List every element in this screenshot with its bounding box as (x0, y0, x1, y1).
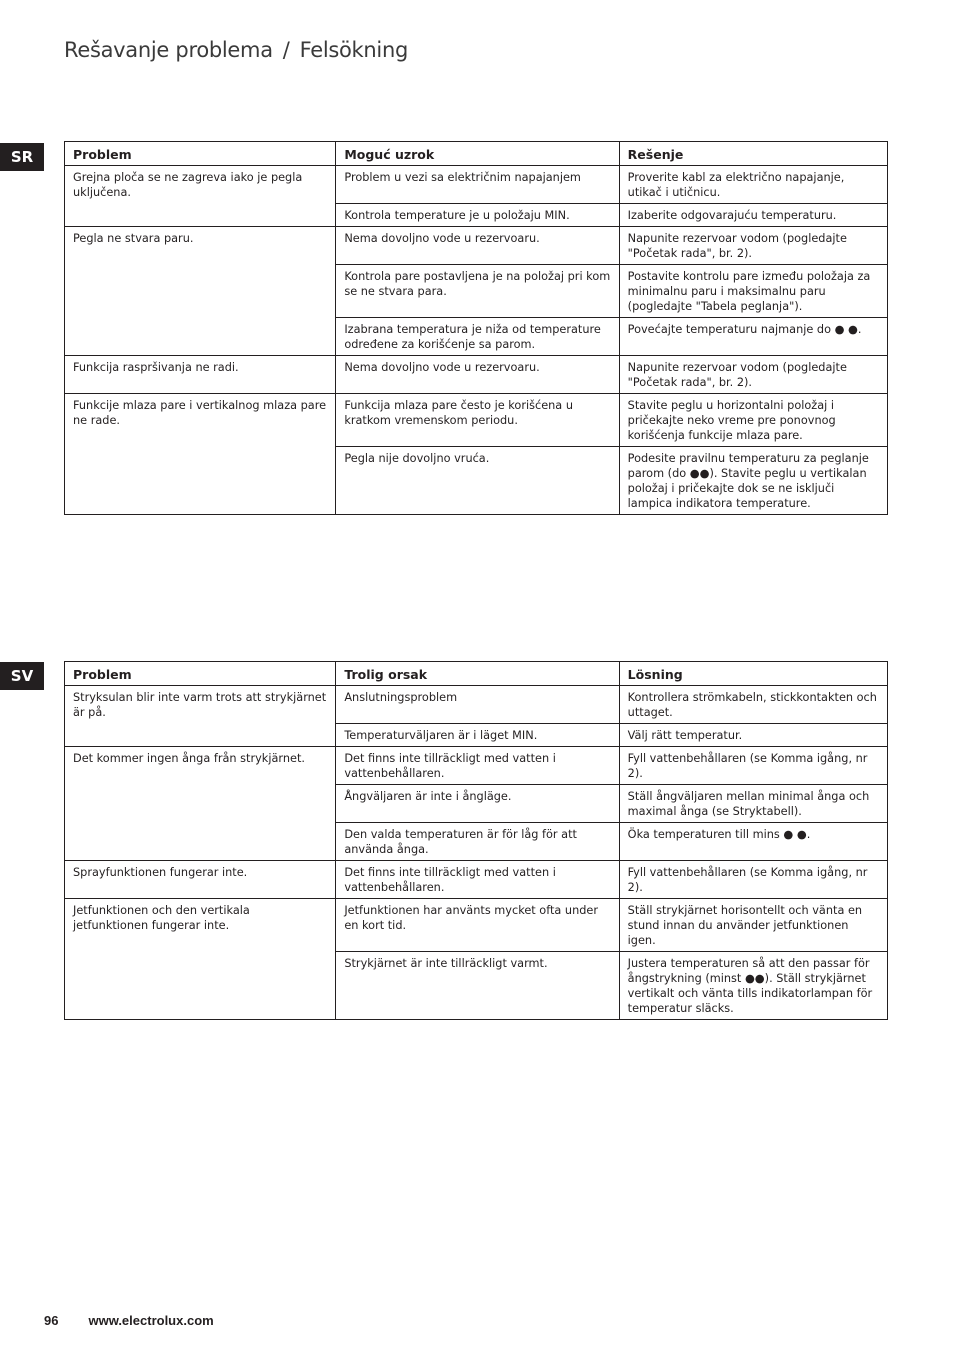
cause-cell: Jetfunktionen har använts mycket ofta under en kort tid. (336, 899, 619, 952)
table-row (65, 899, 888, 952)
page-number: 96 (44, 1313, 59, 1328)
troubleshooting-table-sv (64, 661, 888, 1020)
column-header-solution: Lösning (619, 662, 887, 686)
title-serbian: Rešavanje problema (64, 38, 273, 62)
problem-cell: Stryksulan blir inte varm trots att strykjärnet är på. (65, 686, 336, 747)
problem-cell: Jetfunktionen och den vertikala jetfunktionen fungerar inte. (65, 899, 336, 1020)
cause-cell: Nema dovoljno vode u rezervoaru. (336, 227, 619, 265)
problem-cell: Grejna ploča se ne zagreva iako je pegla uključena. (65, 166, 336, 227)
table-row (65, 686, 888, 724)
cause-cell: Den valda temperaturen är för låg för att använda ånga. (336, 823, 619, 861)
cause-cell: Temperaturväljaren är i läget MIN. (336, 724, 619, 747)
problem-cell: Funkcije mlaza pare i vertikalnog mlaza pare ne rade. (65, 394, 336, 515)
solution-cell: Povećajte temperaturu najmanje do ● ●. (619, 318, 887, 356)
column-header-problem: Problem (65, 142, 336, 166)
cause-cell: Problem u vezi sa električnim napajanjem (336, 166, 619, 204)
cause-cell: Funkcija mlaza pare često je korišćena u kratkom vremenskom periodu. (336, 394, 619, 447)
table-row (65, 861, 888, 899)
problem-cell: Funkcija raspršivanja ne radi. (65, 356, 336, 394)
solution-cell: Kontrollera strömkabeln, stickkontakten och uttaget. (619, 686, 887, 724)
cause-cell: Ångväljaren är inte i ångläge. (336, 785, 619, 823)
cause-cell: Anslutningsproblem (336, 686, 619, 724)
table-row (65, 227, 888, 265)
solution-cell: Justera temperaturen så att den passar för ångstrykning (minst ●●). Ställ strykjärnet vertikalt och vänta tills indikatorlampan för temperatur släcks. (619, 952, 887, 1020)
solution-cell: Podesite pravilnu temperaturu za peglanje parom (do ●●). Stavite peglu u vertikalan položaj i pričekajte dok se ne isključi lampica indikatora temperature. (619, 447, 887, 515)
table-row (65, 356, 888, 394)
cause-cell: Strykjärnet är inte tillräckligt varmt. (336, 952, 619, 1020)
solution-cell: Proverite kabl za električno napajanje, utikač i utičnicu. (619, 166, 887, 204)
cause-cell: Det finns inte tillräckligt med vatten i vattenbehållaren. (336, 747, 619, 785)
column-header-cause: Trolig orsak (336, 662, 619, 686)
solution-cell: Fyll vattenbehållaren (se Komma igång, nr 2). (619, 747, 887, 785)
solution-cell: Öka temperaturen till mins ● ●. (619, 823, 887, 861)
cause-cell: Nema dovoljno vode u rezervoaru. (336, 356, 619, 394)
cause-cell: Kontrola pare postavljena je na položaj pri kom se ne stvara para. (336, 265, 619, 318)
website-url: www.electrolux.com (88, 1313, 214, 1328)
table-row (65, 166, 888, 204)
title-separator: / (282, 38, 290, 62)
cause-cell: Pegla nije dovoljno vruća. (336, 447, 619, 515)
page-title (64, 38, 408, 62)
language-tab-sv: SV (0, 662, 44, 690)
table-header-row (65, 142, 888, 166)
cause-cell: Izabrana temperatura je niža od temperature određene za korišćenje sa parom. (336, 318, 619, 356)
language-tab-sr: SR (0, 143, 44, 171)
column-header-cause: Moguć uzrok (336, 142, 619, 166)
page-footer (44, 1313, 214, 1328)
table-header-row (65, 662, 888, 686)
solution-cell: Välj rätt temperatur. (619, 724, 887, 747)
problem-cell: Pegla ne stvara paru. (65, 227, 336, 356)
solution-cell: Napunite rezervoar vodom (pogledajte "Početak rada", br. 2). (619, 356, 887, 394)
solution-cell: Izaberite odgovarajuću temperaturu. (619, 204, 887, 227)
solution-cell: Ställ strykjärnet horisontellt och vänta en stund innan du använder jetfunktionen igen. (619, 899, 887, 952)
table-row (65, 394, 888, 447)
table-row (65, 747, 888, 785)
cause-cell: Det finns inte tillräckligt med vatten i vattenbehållaren. (336, 861, 619, 899)
troubleshooting-table-sr (64, 141, 888, 515)
solution-cell: Napunite rezervoar vodom (pogledajte "Početak rada", br. 2). (619, 227, 887, 265)
column-header-solution: Rešenje (619, 142, 887, 166)
solution-cell: Fyll vattenbehållaren (se Komma igång, nr 2). (619, 861, 887, 899)
problem-cell: Det kommer ingen ånga från strykjärnet. (65, 747, 336, 861)
cause-cell: Kontrola temperature je u položaju MIN. (336, 204, 619, 227)
solution-cell: Stavite peglu u horizontalni položaj i pričekajte neko vreme pre ponovnog korišćenja funkcije mlaza pare. (619, 394, 887, 447)
column-header-problem: Problem (65, 662, 336, 686)
solution-cell: Ställ ångväljaren mellan minimal ånga och maximal ånga (se Stryktabell). (619, 785, 887, 823)
solution-cell: Postavite kontrolu pare između položaja za minimalnu paru i maksimalnu paru (pogledajte "Tabela peglanja"). (619, 265, 887, 318)
problem-cell: Sprayfunktionen fungerar inte. (65, 861, 336, 899)
title-swedish: Felsökning (299, 38, 408, 62)
